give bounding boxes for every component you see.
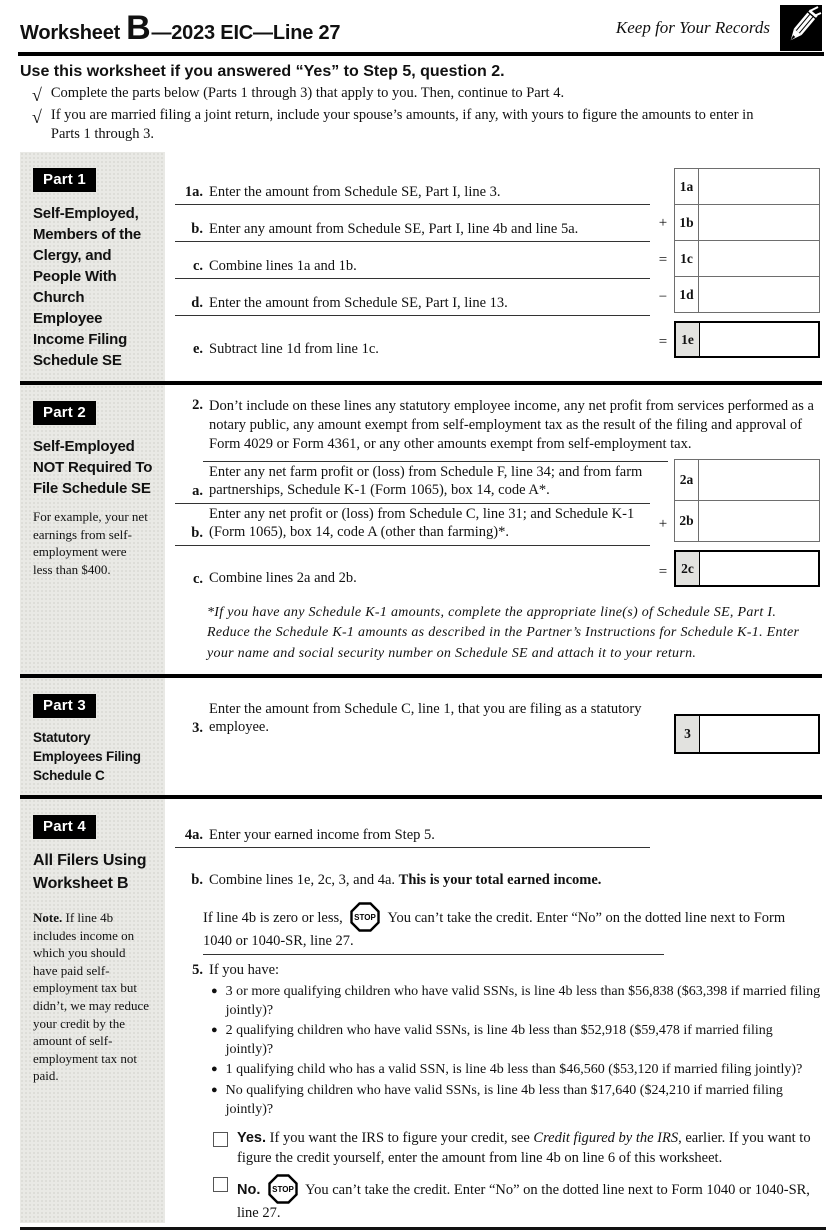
no-option-row — [213, 1174, 822, 1223]
list-item — [211, 982, 822, 1020]
part1-badge: Part 1 — [33, 168, 96, 192]
intro-heading: Use this worksheet if you answered “Yes” to Step 5, question 2. — [20, 63, 505, 80]
line-label: b. — [191, 221, 203, 238]
line-2-paragraph — [175, 397, 822, 454]
part1-section — [20, 152, 822, 381]
plus-sign: + — [658, 516, 668, 533]
line-label: c. — [192, 258, 203, 275]
intro-item-1 — [32, 84, 820, 103]
yes-label: Yes. — [237, 1130, 267, 1147]
bottom-rule — [20, 1227, 826, 1230]
box-label-1a: 1a — [675, 169, 699, 204]
line-text: Combine lines 1a and 1b. — [209, 257, 357, 274]
line-text: Combine lines 2a and 2b. — [209, 570, 357, 587]
header — [18, 0, 824, 56]
amount-box-2a[interactable] — [699, 460, 819, 500]
line-label: a. — [192, 482, 203, 499]
intro-item-text: Complete the parts below (Parts 1 through 3) that apply to you. Then, continue to Part 4. — [50, 85, 565, 101]
plus-sign: + — [658, 215, 668, 232]
line-label: e. — [192, 341, 203, 358]
intro-item-2 — [32, 106, 820, 144]
line-text: Don’t include on these lines any statutory employee income, any net profit from services performed as a notary public, any amount exempt from self-employment tax as the result of the filing and approval of Form 4029 or Form 4361, or any other amounts exempt from self-employment tax. — [209, 398, 814, 453]
bullet-icon: ● — [211, 1084, 218, 1097]
title-word: Worksheet — [20, 21, 121, 44]
part2-note: For example, your net earnings from self-employment were less than $400. — [33, 509, 148, 578]
part2-section — [20, 381, 822, 673]
line-label: c. — [192, 570, 203, 587]
keep-for-records-label: Keep for Your Records — [615, 18, 770, 37]
stop-paragraph — [203, 902, 798, 951]
stop-text-post: You can’t take the credit. Enter “No” on the dotted line next to Form 1040 or 1040-SR, line 27. — [203, 910, 786, 950]
line-text: If you have: — [209, 962, 280, 979]
part1-title: Self-Employed, Members of the Clergy, and People With Church Employee Income Filing Schedule SE — [33, 205, 142, 370]
no-text — [237, 1174, 822, 1223]
line-label: 3. — [192, 719, 203, 736]
line-text: Enter the amount from Schedule SE, Part I, line 3. — [209, 183, 501, 200]
box-label-1d: 1d — [675, 277, 699, 312]
part3-badge: Part 3 — [33, 694, 96, 718]
line-text: Enter your earned income from Step 5. — [209, 826, 435, 843]
line-label: 4a. — [184, 827, 203, 844]
line-label: 5. — [192, 962, 203, 979]
stop-icon-text: STOP — [272, 1184, 294, 1194]
amount-box-2b[interactable] — [699, 501, 819, 541]
no-label: No. — [237, 1181, 261, 1198]
line-text: Enter any net profit or (loss) from Schedule C, line 31; and Schedule K-1 (Form 1065), box 14, code A (other than farming)*. — [209, 505, 635, 541]
bullet-icon: ● — [211, 1063, 218, 1076]
box-label-1e: 1e — [676, 323, 700, 356]
box-label-2b: 2b — [675, 501, 699, 541]
part4-section — [20, 795, 822, 1223]
bullet-icon: ● — [211, 985, 218, 998]
part1-amount-boxes — [674, 168, 820, 358]
title-rest: —2023 EIC—Line 27 — [151, 21, 341, 44]
yes-text-post: , earlier. If you want to figure the credit yourself, enter the amount from line 4b on line 6 of this worksheet. — [237, 1130, 811, 1166]
stop-icon — [350, 902, 380, 932]
amount-box-2c[interactable] — [700, 552, 818, 585]
stop-icon-text: STOP — [354, 913, 377, 923]
line-label: b. — [191, 524, 203, 541]
bullet-text: No qualifying children who have valid SSNs, is line 4b less than $17,640 ($24,210 if married filing jointly)? — [225, 1083, 783, 1118]
line-label: b. — [191, 872, 203, 889]
equals-sign: = — [658, 252, 668, 269]
list-item — [211, 1060, 822, 1080]
box-label-3: 3 — [676, 716, 700, 752]
amount-box-1b[interactable] — [699, 205, 819, 240]
stop-icon — [268, 1174, 298, 1204]
line-label: d. — [191, 295, 203, 312]
line-row-5 — [175, 962, 822, 979]
no-checkbox[interactable] — [213, 1177, 228, 1192]
part4-title: All Filers Using Worksheet B — [33, 852, 147, 892]
part4-sidebar — [20, 799, 165, 1223]
amount-box-1c[interactable] — [699, 241, 819, 276]
box-label-2a: 2a — [675, 460, 699, 500]
amount-box-3[interactable] — [700, 716, 818, 752]
title-letter: B — [126, 8, 151, 47]
part3-section — [20, 674, 822, 796]
amount-box-1d[interactable] — [699, 277, 819, 312]
intro-item-text: If you are married filing a joint return, include your spouse’s amounts, if any, with yours to figure the amounts to enter in Parts 1 through 3. — [50, 107, 754, 143]
part2-amount-boxes — [674, 459, 820, 587]
line-label: 2. — [192, 397, 203, 414]
bullet-text: 3 or more qualifying children who have valid SSNs, is line 4b less than $56,838 ($63,398 if married filing jointly)? — [225, 984, 821, 1019]
part4-badge: Part 4 — [33, 815, 96, 839]
box-label-2c: 2c — [676, 552, 700, 585]
line-text: Enter any net farm profit or (loss) from Schedule F, line 34; and from farm partnerships, Schedule K-1 (Form 1065), box 14, code A*. — [209, 463, 643, 499]
schedule-k1-footnote: *If you have any Schedule K-1 amounts, complete the appropriate line(s) of Schedule SE, Part I. Reduce the Schedule K-1 amounts as described in the Partner’s Instructions for Schedule K-1. Enter your name and social security number on Schedule SE and attach it to your return. — [207, 604, 800, 661]
list-item — [211, 1021, 822, 1059]
bullet-text: 1 qualifying child who has a valid SSN, is line 4b less than $46,560 ($53,120 if married filing jointly)? — [225, 1062, 803, 1078]
part2-title: Self-Employed NOT Required To File Schedule SE — [33, 438, 153, 498]
check-icon: √ — [32, 107, 42, 128]
bullet-icon: ● — [211, 1024, 218, 1037]
divider-rule — [203, 954, 664, 955]
list-item — [211, 1081, 822, 1119]
equals-sign: = — [658, 563, 668, 580]
yes-option-row — [213, 1129, 822, 1168]
box-label-1c: 1c — [675, 241, 699, 276]
note-text: If line 4b includes income on which you should have paid self-employment tax but didn’t, we may reduce your credit by the amount of self-employment tax not paid. — [33, 910, 149, 1084]
qualifying-children-list — [211, 982, 822, 1119]
yes-checkbox[interactable] — [213, 1132, 228, 1147]
equals-sign: = — [658, 334, 668, 351]
worksheet-title — [20, 9, 340, 48]
yes-text-italic: Credit figured by the IRS — [533, 1130, 679, 1147]
stop-text-pre: If line 4b is zero or less, — [203, 910, 343, 927]
line-text: Enter the amount from Schedule C, line 1, that you are filing as a statutory employee. — [209, 700, 642, 736]
part3-amount-box — [674, 714, 820, 754]
amount-box-1e[interactable] — [700, 323, 818, 356]
line-label: 1a. — [184, 184, 203, 201]
part3-title: Statutory Employees Filing Schedule C — [33, 729, 141, 783]
check-icon: √ — [32, 85, 42, 105]
line-text: Enter the amount from Schedule SE, Part I, line 13. — [209, 294, 508, 311]
no-text-body: You can’t take the credit. Enter “No” on the dotted line next to Form 1040 or 1040-SR, line 27. — [237, 1181, 810, 1221]
line-text-bold: This is your total earned income. — [398, 871, 602, 888]
box-label-1b: 1b — [675, 205, 699, 240]
part2-sidebar — [20, 385, 165, 673]
line-text: Enter any amount from Schedule SE, Part I, line 4b and line 5a. — [209, 220, 579, 237]
intro-section — [0, 56, 830, 152]
minus-sign: − — [658, 289, 668, 306]
pencil-icon — [780, 5, 822, 51]
yes-text-pre: If you want the IRS to figure your credit, see — [269, 1130, 534, 1147]
part1-sidebar — [20, 152, 165, 381]
line-text — [209, 871, 601, 890]
part2-badge: Part 2 — [33, 401, 96, 425]
line-text: Subtract line 1d from line 1c. — [209, 340, 379, 357]
line-row-4b — [175, 864, 822, 892]
part3-sidebar — [20, 678, 165, 796]
line-text-normal: Combine lines 1e, 2c, 3, and 4a. — [209, 871, 399, 888]
yes-text — [237, 1129, 822, 1168]
bullet-text: 2 qualifying children who have valid SSNs, is line 4b less than $52,918 ($59,478 if married filing jointly)? — [225, 1023, 773, 1058]
note-label: Note. — [33, 910, 63, 926]
part4-note — [33, 909, 149, 1084]
amount-box-1a[interactable] — [699, 169, 819, 204]
line-row-4a — [175, 811, 822, 848]
